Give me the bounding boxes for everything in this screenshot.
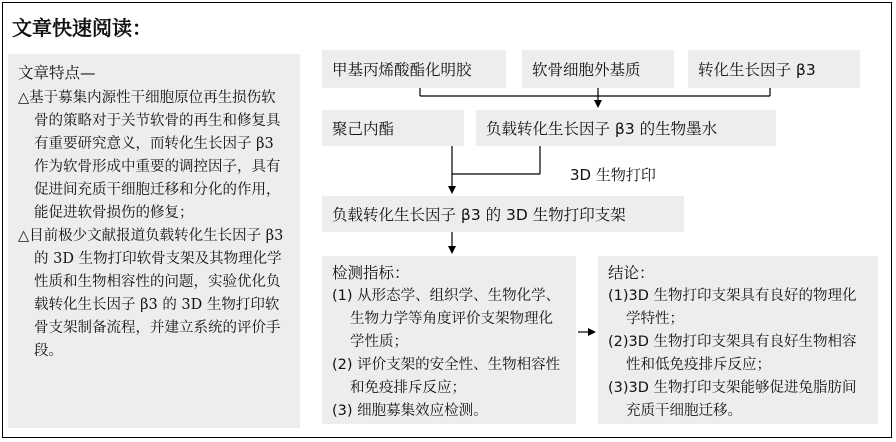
bioprinting-label: 3D 生物打印 — [570, 166, 656, 184]
page-title: 文章快速阅读： — [12, 16, 152, 40]
indicator-item-2: (2) 评价支架的安全性、生物相容性和免疫排斥反应； — [332, 357, 561, 396]
conclusion-item-1: (1)3D 生物打印支架具有良好的物理化学特性； — [608, 288, 857, 327]
features-panel — [8, 54, 300, 428]
conclusion-item-2: (2)3D 生物打印支架具有良好生物相容性和低免疫排斥反应； — [608, 334, 857, 373]
indicator-item-3: (3) 细胞募集效应检测。 — [332, 403, 488, 419]
pcl-box: 聚己内酯 — [322, 110, 464, 146]
features-heading: 文章特点— — [18, 64, 96, 82]
conclusion-item-3: (3)3D 生物打印支架能够促进兔脂肪间充质干细胞迁移。 — [608, 380, 857, 419]
conclusion-box — [598, 256, 878, 424]
material-tgf-box: 转化生长因子 β3 — [688, 50, 860, 88]
indicators-box — [322, 256, 576, 424]
feature-item-1: △基于募集内源性干细胞原位再生损伤软骨的策略对于关节软骨的再生和修复具有重要研究意义，而转化生长因子 β3 作为软骨形成中重要的调控因子，具有促进间充质干细胞迁移和分化的作用，能促进软骨损伤的修复； — [18, 90, 281, 221]
material-ecm-box: 软骨细胞外基质 — [522, 50, 674, 88]
indicator-item-1: (1) 从形态学、组织学、生物化学、生物力学等角度评价支架物理化学性质； — [332, 288, 561, 350]
material-gelma-box: 甲基丙烯酸酯化明胶 — [322, 50, 506, 88]
scaffold-box: 负载转化生长因子 β3 的 3D 生物打印支架 — [322, 196, 684, 232]
indicators-heading: 检测指标： — [332, 264, 410, 282]
bioink-box: 负载转化生长因子 β3 的生物墨水 — [476, 110, 776, 146]
conclusion-heading: 结论： — [608, 264, 655, 282]
feature-item-2: △目前极少文献报道负载转化生长因子 β3 的 3D 生物打印软骨支架及其物理化学性质和生物相容性的问题，实验优化负载转化生长因子 β3 的 3D 生物打印软骨支架制备流程，并建立系统的评价手段。 — [18, 228, 284, 359]
